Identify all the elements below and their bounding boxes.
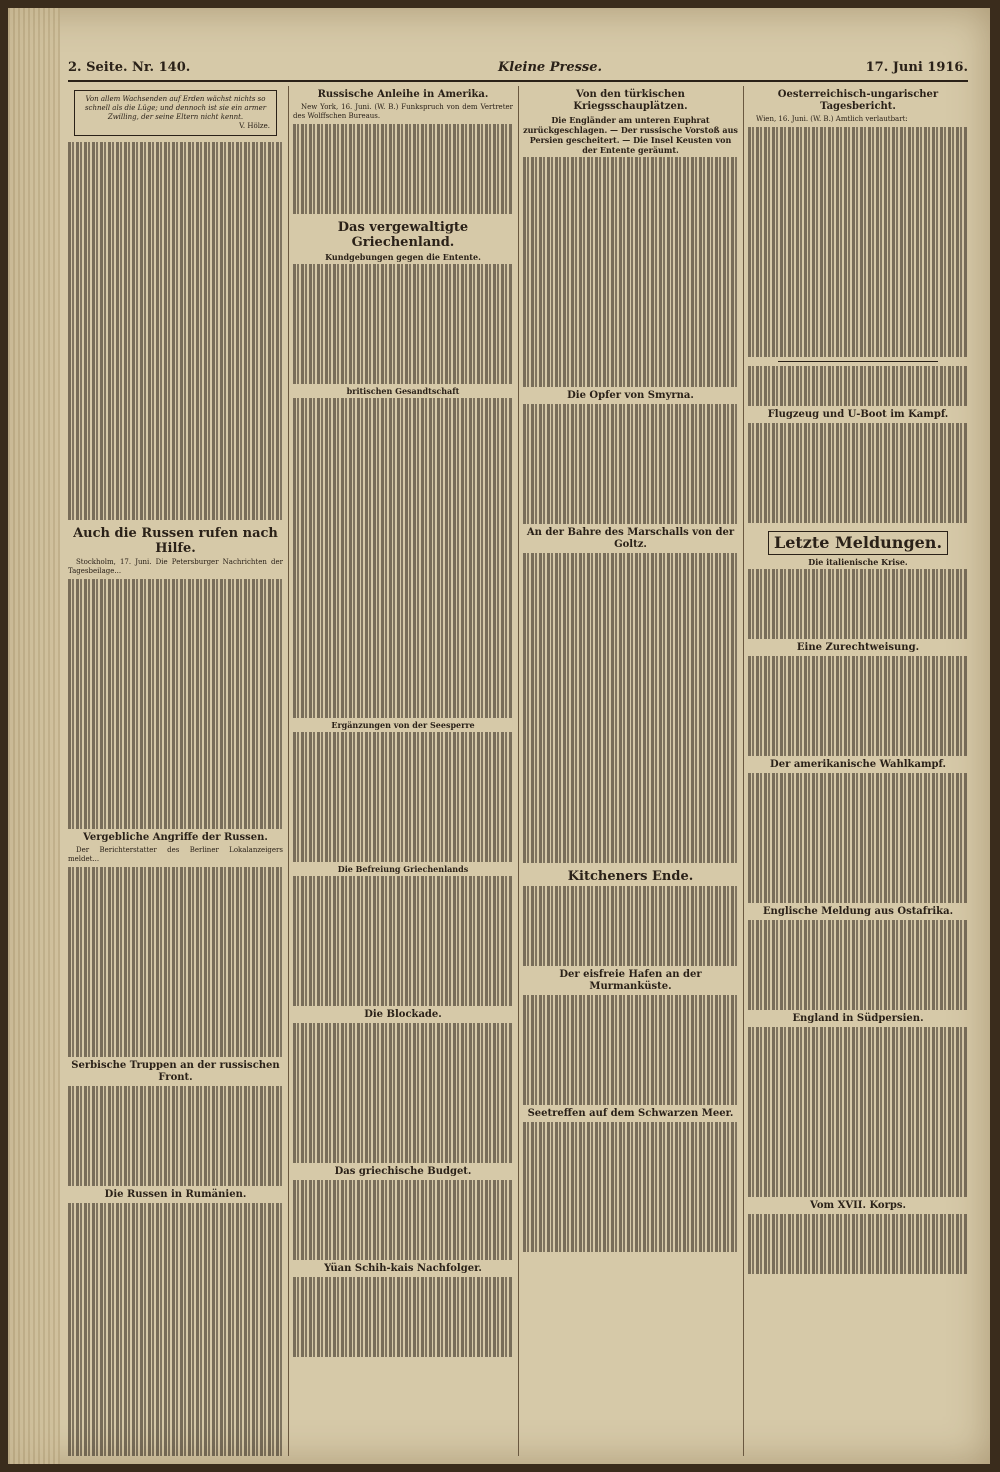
article-text — [293, 124, 513, 214]
paper-name: Kleine Presse. — [498, 60, 603, 75]
article-text — [523, 157, 738, 387]
page-number: 2. Seite. Nr. 140. — [68, 60, 191, 75]
headline-korps: Vom XVII. Korps. — [810, 1200, 906, 1211]
article-text — [523, 553, 738, 863]
headline-flugzeug: Flugzeug und U-Boot im Kampf. — [767, 409, 949, 420]
headline-yuan: Yüan Schih-kais Nachfolger. — [324, 1263, 482, 1274]
headline-anleihe: Russische Anleihe in Amerika. — [317, 89, 489, 100]
headline-kitchener: Kitcheners Ende. — [567, 869, 694, 884]
headline-schwarzes-meer: Seetreffen auf dem Schwarzen Meer. — [527, 1108, 734, 1119]
subheadline-kundgebungen: Kundgebungen gegen die Entente. — [325, 252, 481, 262]
headline-murmankueste: Der eisfreie Hafen an der Murmanküste. — [559, 969, 702, 992]
subheadline-gesandtschaft: britischen Gesandtschaft — [346, 386, 460, 396]
article-text — [293, 1023, 513, 1163]
article-text — [523, 886, 738, 966]
article-text — [68, 1203, 283, 1456]
motto-text: Von allem Wachsenden auf Erden wächst nichts so schnell als die Lüge; und dennoch ist sie ein armer Zwilling, der seine Eltern nicht kennt. — [84, 95, 267, 121]
headline-angriffe: Vergebliche Angriffe der Russen. — [83, 832, 268, 843]
article-text — [68, 1086, 283, 1186]
headline-rumaenien: Die Russen in Rumänien. — [104, 1189, 247, 1200]
headline-russen: Auch die Russen rufen nach Hilfe. — [73, 526, 278, 556]
headline-smyrna: Die Opfer von Smyrna. — [567, 390, 694, 401]
article-text — [523, 404, 738, 524]
headline-ostafrika: Englische Meldung aus Ostafrika. — [762, 906, 954, 917]
article-text — [748, 366, 968, 406]
article-text — [523, 995, 738, 1105]
column-1 — [68, 86, 283, 1456]
article-paragraph: New York, 16. Juni. (W. B.) Funkspruch von dem Vertreter des Wolffschen Bureaus. — [293, 103, 513, 120]
article-text — [293, 1180, 513, 1260]
column-3 — [523, 86, 738, 1456]
article-text — [293, 398, 513, 718]
article-text — [68, 579, 283, 829]
article-text — [748, 773, 968, 903]
newspaper-page — [8, 8, 990, 1464]
headline-budget: Das griechische Budget. — [334, 1166, 472, 1177]
subheadline-befreiung: Die Befreiung Griechenlands — [337, 864, 469, 874]
article-text — [748, 1214, 968, 1274]
article-text — [68, 867, 283, 1057]
headline-serbische: Serbische Truppen an der russischen Front. — [71, 1060, 280, 1083]
masthead — [68, 60, 968, 78]
article-text — [748, 127, 968, 357]
column-rule — [518, 86, 519, 1456]
article-paragraph: Der Berichterstatter des Berliner Lokalanzeigers meldet... — [68, 846, 283, 863]
article-paragraph: Stockholm, 17. Juni. Die Petersburger Nachrichten der Tagesbeilage... — [68, 558, 283, 575]
headline-griechenland: Das vergewaltigte Griechenland. — [337, 220, 469, 250]
headline-oesterreich: Oesterreichisch-ungarischer Tagesbericht. — [777, 89, 939, 112]
binding-edge — [8, 8, 60, 1464]
motto-box — [74, 90, 277, 136]
header-rule — [68, 80, 968, 82]
article-paragraph: Wien, 16. Juni. (W. B.) Amtlich verlautbart: — [756, 115, 908, 123]
article-text — [748, 656, 968, 756]
headline-suedpersien: England in Südpersien. — [792, 1013, 924, 1024]
headline-zurechtweisung: Eine Zurechtweisung. — [796, 642, 920, 653]
column-rule — [288, 86, 289, 1456]
section-rule — [778, 361, 938, 362]
column-rule — [743, 86, 744, 1456]
article-text — [293, 876, 513, 1006]
article-text — [748, 1027, 968, 1197]
article-text — [68, 142, 283, 520]
column-2 — [293, 86, 513, 1456]
headline-goltz: An der Bahre des Marschalls von der Goltz. — [526, 527, 735, 550]
motto-signature: V. Hölze. — [239, 122, 270, 130]
article-text — [293, 1277, 513, 1357]
subheadline-italienische-krise: Die italienische Krise. — [808, 557, 908, 567]
subheadline-ergaenzungen: Ergänzungen von der Seesperre — [331, 720, 475, 730]
article-text — [293, 732, 513, 862]
headline-letzte-meldungen: Letzte Meldungen. — [768, 531, 948, 555]
issue-date: 17. Juni 1916. — [865, 60, 968, 75]
headline-blockade: Die Blockade. — [364, 1009, 442, 1020]
column-4 — [748, 86, 968, 1456]
subheadline-euphrat: Die Engländer am unteren Euphrat zurückgeschlagen. — Der russische Vorstoß aus Persien gescheitert. — Die Insel Keusten von der Entente geräumt. — [523, 115, 738, 155]
article-text — [748, 423, 968, 523]
article-text — [748, 920, 968, 1010]
article-text — [523, 1122, 738, 1252]
article-text — [293, 264, 513, 384]
headline-wahlkampf: Der amerikanische Wahlkampf. — [770, 759, 946, 770]
article-text — [748, 569, 968, 639]
headline-kriegsschauplaetze: Von den türkischen Kriegsschauplätzen. — [573, 89, 688, 112]
